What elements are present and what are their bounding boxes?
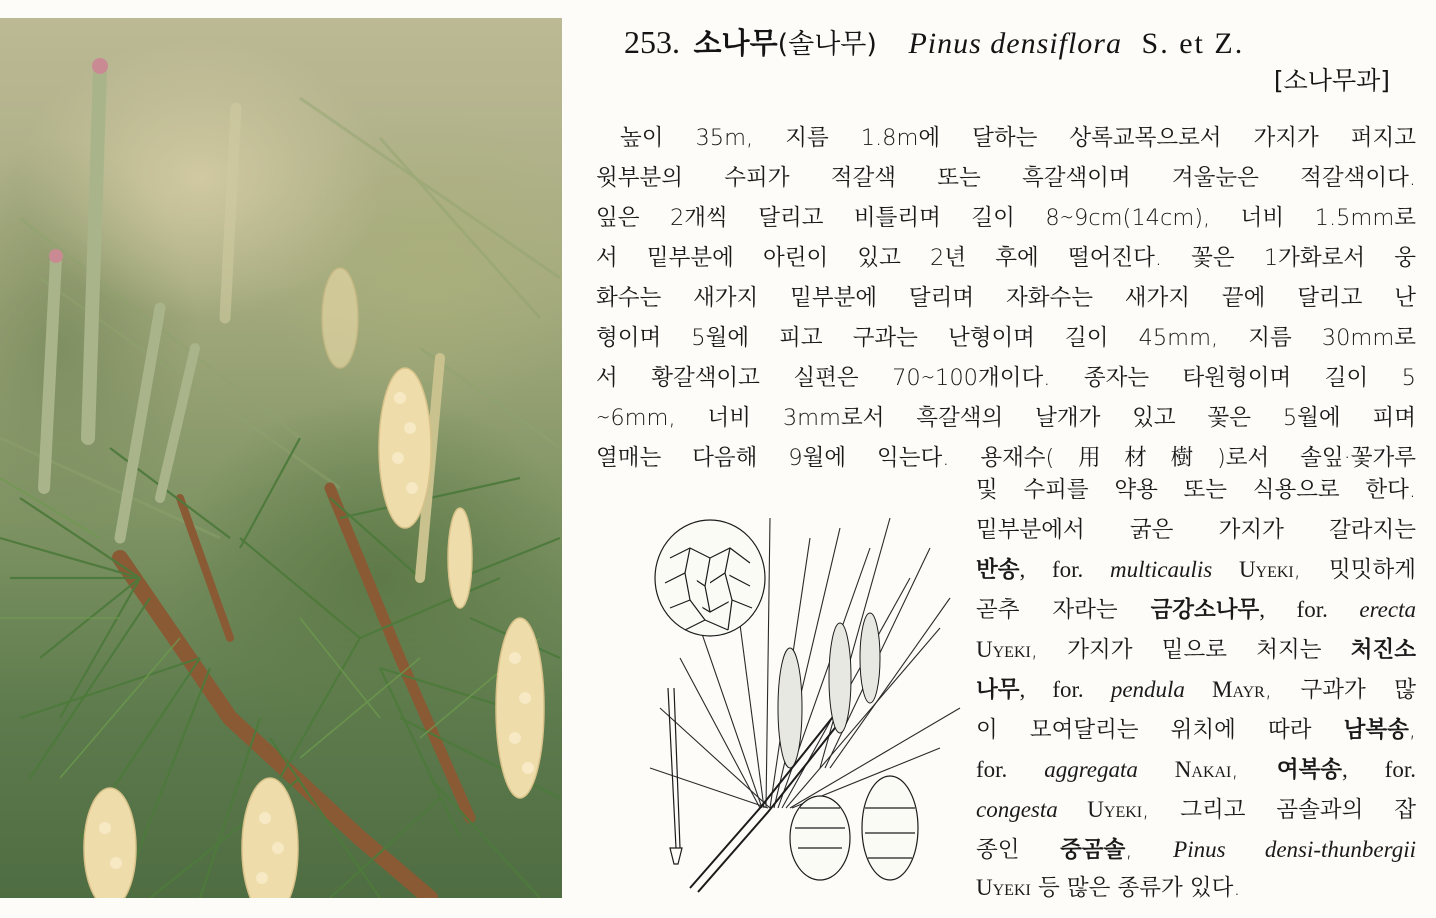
variant-name: 반송 [976,557,1020,583]
entry-number: 253. [624,24,680,60]
body-text: 곧추 자라는 [976,597,1151,623]
entry-header [624,22,1424,62]
forma-label: for. [976,757,1045,782]
scientific-name: Pinus densiflora [908,27,1122,60]
variant-name: 금강소나무 [1150,597,1260,623]
variant-genus: Pinus [1173,837,1226,862]
author-citation: S. et Z. [1141,27,1245,60]
variant-latin: multicaulis [1109,557,1213,582]
variant-latin: aggregata [1044,757,1138,782]
body-text: 등 많은 종류가 있다. [1030,875,1241,901]
body-line: 잎은 2개씩 달리고 비틀리며 길이 8∼9cm(14cm), 너비 1.5mm로 [596,205,1416,231]
male-cone-clusters [778,613,880,768]
body-line [976,830,1416,870]
body-line: 높이 35m, 지름 1.8m에 달하는 상록교목으로서 가지가 퍼지고 [620,125,1416,151]
alternate-name: (솔나무) [777,29,877,60]
variant-author: Uyeki [1212,557,1294,582]
body-line: 서 밑부분에 아린이 있고 2년 후에 떨어진다. 꽃은 1가화로서 웅 [596,245,1416,271]
body-text: , 구과가 많 [1264,677,1416,703]
body-text: 이 모여달리는 위치에 따라 [976,717,1344,743]
body-line: 형이며 5월에 피고 구과는 난형이며 길이 45mm, 지름 30mm로 [596,325,1416,351]
variant-latin: pendula [1110,677,1185,702]
body-text: , 밋밋하게 [1293,557,1416,583]
body-line: 윗부분의 수피가 적갈색 또는 흑갈색이며 겨울눈은 적갈색이다. [596,165,1416,191]
variant-latin: densi-thunbergii [1225,837,1417,862]
variant-author: Uyeki [1057,797,1143,822]
variant-author: Mayr [1184,677,1265,702]
body-line: ∼6mm, 너비 3mm로서 흑갈색의 날개가 있고 꽃은 5월에 피며 [596,405,1416,431]
body-text: , [1408,717,1416,743]
pine-cone-open [655,520,765,636]
variant-author: Uyeki [976,875,1031,900]
variant-latin: congesta [976,797,1058,822]
forma-label: , for. [1342,757,1416,782]
variant-name: 처진소 [1350,637,1416,663]
body-line: 서 황갈색이고 실편은 70∼100개이다. 종자는 타원형이며 길이 5 [596,365,1416,391]
variant-name: 남복송 [1343,717,1409,743]
body-line [976,750,1416,790]
body-line: 밑부분에서 굵은 가지가 갈라지는 [976,517,1416,543]
pine-cone-closed [790,776,918,880]
variant-latin: erecta [1359,597,1416,622]
body-text: , [1231,757,1277,783]
body-line [976,670,1416,710]
family-name: [소나무과] [1273,66,1390,95]
forma-label: , for. [1019,677,1111,702]
body-line [976,710,1416,750]
variant-name: 중곰솔 [1060,837,1126,863]
body-line [976,790,1416,830]
variant-name: 여복송 [1276,757,1343,783]
korean-name: 소나무 [693,26,778,60]
variant-author: Nakai [1137,757,1232,782]
body-text: , 가지가 밑으로 처지는 [1030,637,1351,663]
body-line [976,630,1416,670]
pine-photo [0,18,562,898]
body-line: 열매는 다음해 9월에 익는다. 용재수(用材樹)로서 솔잎·꽃가루 [596,445,1416,471]
botanical-illustration [640,508,970,898]
variant-author: Uyeki [976,637,1031,662]
body-text: , 그리고 곰솔과의 잡 [1142,797,1416,823]
body-line [976,550,1416,590]
pine-photo-drawing [0,18,562,898]
body-text: , [1125,837,1174,863]
body-line: 화수는 새가지 밑부분에 달리며 자화수는 새가지 끝에 달리고 난 [596,285,1416,311]
body-line [976,590,1416,630]
body-line: 및 수피를 약용 또는 식용으로 한다. [976,477,1416,503]
forma-label: , for. [1259,597,1360,622]
body-text: 종인 [976,837,1061,863]
body-line [976,868,1416,908]
forma-label: , for. [1019,557,1110,582]
variant-name: 나무 [976,677,1020,703]
